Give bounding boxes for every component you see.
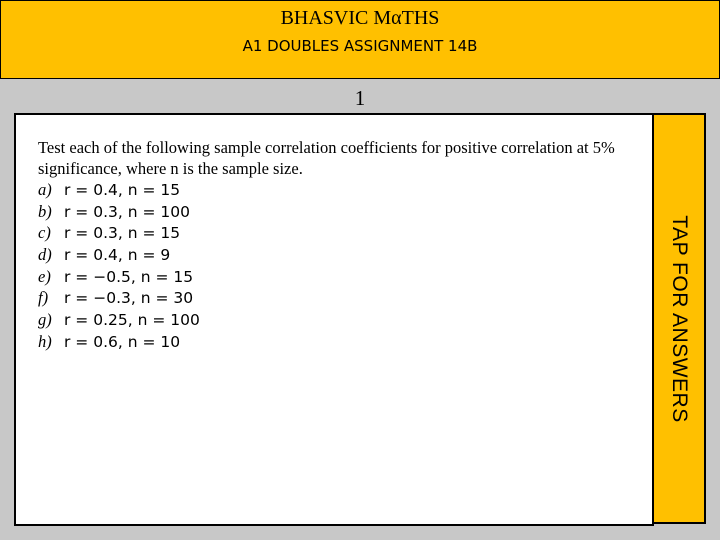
question-part xyxy=(38,309,200,331)
tap-for-answers-button[interactable] xyxy=(652,113,706,524)
part-text: r = 0.3, n = 15 xyxy=(64,224,181,243)
tap-for-answers-label: TAP FOR ANSWERS xyxy=(668,214,691,423)
part-text: r = −0.3, n = 30 xyxy=(64,289,194,308)
part-text: r = 0.6, n = 10 xyxy=(64,332,181,351)
slide-number: 1 xyxy=(354,86,366,110)
question-part xyxy=(38,179,200,201)
question-panel xyxy=(14,113,654,526)
header-banner xyxy=(0,0,720,79)
part-label: e) xyxy=(38,266,51,286)
part-label: d) xyxy=(38,245,52,265)
page-subtitle: A1 DOUBLES ASSIGNMENT 14B xyxy=(242,37,478,55)
question-part xyxy=(38,244,200,266)
part-label: g) xyxy=(38,310,52,330)
question-part xyxy=(38,201,200,223)
question-part xyxy=(38,222,200,244)
question-parts-list xyxy=(38,179,200,353)
part-label: c) xyxy=(38,223,51,243)
page-title: BHASVIC MαTHS xyxy=(280,7,440,29)
part-text: r = 0.4, n = 9 xyxy=(64,246,171,265)
part-text: r = 0.25, n = 100 xyxy=(64,311,200,330)
part-text: r = 0.4, n = 15 xyxy=(64,181,181,199)
question-part xyxy=(38,331,200,353)
part-text: r = 0.3, n = 100 xyxy=(64,202,190,221)
question-part xyxy=(38,287,200,309)
question-part xyxy=(38,266,200,288)
part-label: h) xyxy=(38,331,52,351)
part-label: a) xyxy=(38,180,52,199)
part-label: f) xyxy=(38,288,49,308)
part-label: b) xyxy=(38,201,52,221)
question-text: Test each of the following sample correlation coefficients for positive correlation at 5% significance, where n is the sample size. xyxy=(38,138,615,178)
part-text: r = −0.5, n = 15 xyxy=(64,267,194,286)
